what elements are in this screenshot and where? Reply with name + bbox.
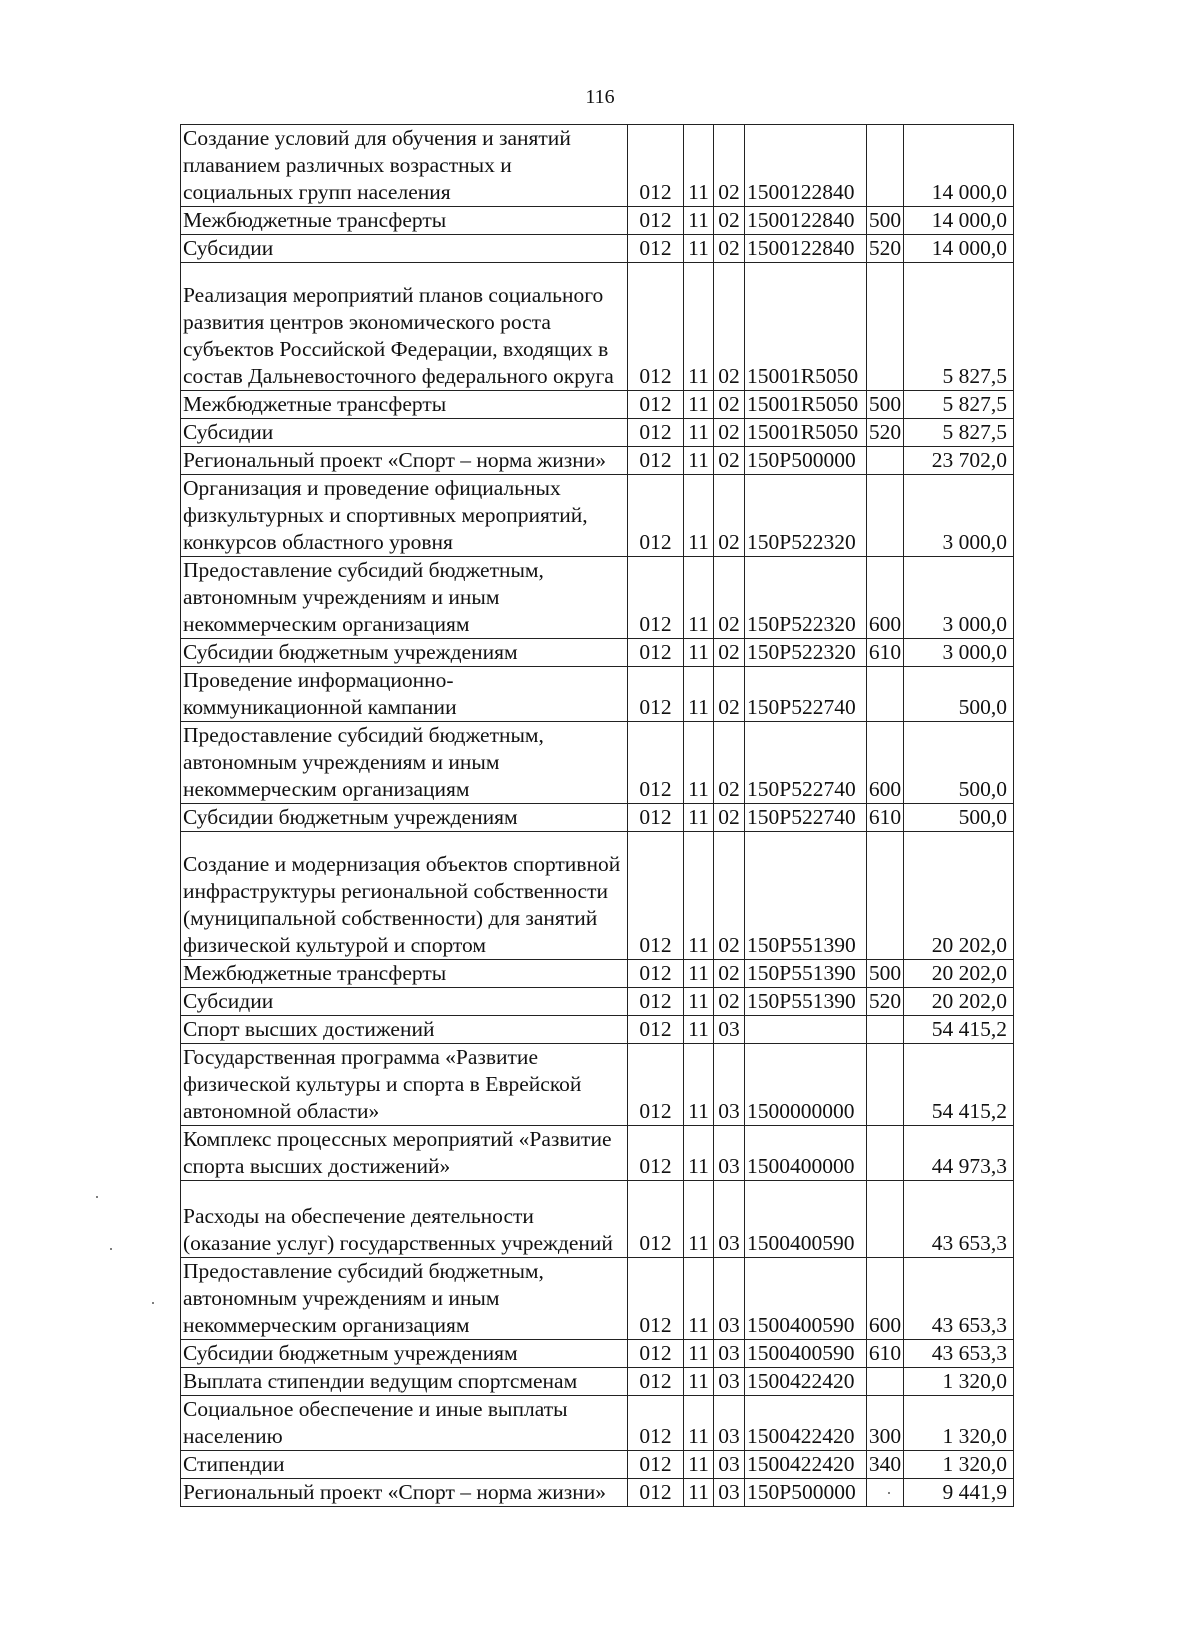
cell-amount: 20 202,0 xyxy=(904,960,1014,988)
cell-rz: 11 xyxy=(684,722,714,804)
cell-rz: 11 xyxy=(684,125,714,207)
budget-table-body xyxy=(181,125,1014,1507)
cell-csr: 15001R5050 xyxy=(745,419,867,447)
table-row xyxy=(181,1396,1014,1451)
cell-pr: 02 xyxy=(714,960,745,988)
cell-pr: 03 xyxy=(714,1479,745,1507)
table-row xyxy=(181,1340,1014,1368)
cell-pr: 02 xyxy=(714,447,745,475)
cell-rz: 11 xyxy=(684,1396,714,1451)
scan-speck xyxy=(96,1196,98,1198)
cell-name: Предоставление субсидий бюджетным, автономным учреждениям и иным некоммерческим организациям xyxy=(181,1258,628,1340)
cell-rz: 11 xyxy=(684,475,714,557)
cell-name: Организация и проведение официальных физкультурных и спортивных мероприятий, конкурсов областного уровня xyxy=(181,475,628,557)
cell-amount: 1 320,0 xyxy=(904,1368,1014,1396)
cell-pr: 03 xyxy=(714,1396,745,1451)
cell-rz: 11 xyxy=(684,391,714,419)
table-row xyxy=(181,263,1014,391)
cell-vr xyxy=(867,1479,904,1507)
cell-name: Региональный проект «Спорт – норма жизни» xyxy=(181,447,628,475)
cell-ved: 012 xyxy=(628,1258,684,1340)
cell-ved: 012 xyxy=(628,207,684,235)
table-row xyxy=(181,125,1014,207)
cell-vr: 600 xyxy=(867,1258,904,1340)
cell-amount: 20 202,0 xyxy=(904,988,1014,1016)
cell-name: Субсидии xyxy=(181,419,628,447)
cell-name: Реализация мероприятий планов социального развития центров экономического роста субъектов Российской Федерации, входящих в состав Дальневосточного федерального округа xyxy=(181,263,628,391)
cell-vr: 610 xyxy=(867,804,904,832)
cell-rz: 11 xyxy=(684,1340,714,1368)
cell-vr xyxy=(867,1016,904,1044)
cell-ved: 012 xyxy=(628,1396,684,1451)
table-row xyxy=(181,475,1014,557)
cell-ved: 012 xyxy=(628,1181,684,1258)
cell-name: Межбюджетные трансферты xyxy=(181,960,628,988)
cell-ved: 012 xyxy=(628,639,684,667)
scan-speck xyxy=(888,1492,890,1494)
table-row xyxy=(181,988,1014,1016)
cell-rz: 11 xyxy=(684,988,714,1016)
page-number: 116 xyxy=(585,86,615,108)
cell-ved: 012 xyxy=(628,667,684,722)
cell-csr: 15001R5050 xyxy=(745,263,867,391)
cell-pr: 02 xyxy=(714,722,745,804)
cell-rz: 11 xyxy=(684,447,714,475)
cell-vr xyxy=(867,667,904,722)
cell-csr: 150P551390 xyxy=(745,960,867,988)
cell-name: Субсидии бюджетным учреждениям xyxy=(181,639,628,667)
table-row xyxy=(181,235,1014,263)
cell-amount: 5 827,5 xyxy=(904,263,1014,391)
cell-vr: 500 xyxy=(867,960,904,988)
cell-rz: 11 xyxy=(684,1451,714,1479)
cell-vr: 340 xyxy=(867,1451,904,1479)
cell-name: Создание и модернизация объектов спортивной инфраструктуры региональной собственности (муниципальной собственности) для занятий физической культурой и спортом xyxy=(181,832,628,960)
cell-amount: 54 415,2 xyxy=(904,1044,1014,1126)
cell-rz: 11 xyxy=(684,557,714,639)
cell-pr: 03 xyxy=(714,1044,745,1126)
cell-ved: 012 xyxy=(628,475,684,557)
cell-csr: 1500400000 xyxy=(745,1126,867,1181)
cell-rz: 11 xyxy=(684,419,714,447)
cell-ved: 012 xyxy=(628,557,684,639)
cell-vr xyxy=(867,475,904,557)
cell-name: Субсидии xyxy=(181,988,628,1016)
cell-ved: 012 xyxy=(628,235,684,263)
cell-amount: 14 000,0 xyxy=(904,235,1014,263)
cell-rz: 11 xyxy=(684,1126,714,1181)
cell-vr: 500 xyxy=(867,207,904,235)
cell-csr: 1500400590 xyxy=(745,1340,867,1368)
cell-amount: 1 320,0 xyxy=(904,1396,1014,1451)
table-row xyxy=(181,804,1014,832)
cell-rz: 11 xyxy=(684,1258,714,1340)
cell-name: Межбюджетные трансферты xyxy=(181,391,628,419)
cell-amount: 5 827,5 xyxy=(904,419,1014,447)
cell-ved: 012 xyxy=(628,1126,684,1181)
cell-rz: 11 xyxy=(684,1181,714,1258)
cell-name: Государственная программа «Развитие физической культуры и спорта в Еврейской автономной области» xyxy=(181,1044,628,1126)
cell-name: Региональный проект «Спорт – норма жизни» xyxy=(181,1479,628,1507)
cell-csr: 1500122840 xyxy=(745,207,867,235)
cell-pr: 03 xyxy=(714,1340,745,1368)
cell-rz: 11 xyxy=(684,1479,714,1507)
cell-rz: 11 xyxy=(684,235,714,263)
cell-amount: 5 827,5 xyxy=(904,391,1014,419)
cell-ved: 012 xyxy=(628,1340,684,1368)
cell-amount: 9 441,9 xyxy=(904,1479,1014,1507)
cell-vr: 520 xyxy=(867,988,904,1016)
cell-amount: 20 202,0 xyxy=(904,832,1014,960)
cell-amount: 43 653,3 xyxy=(904,1340,1014,1368)
cell-csr: 1500422420 xyxy=(745,1396,867,1451)
cell-vr xyxy=(867,832,904,960)
cell-pr: 03 xyxy=(714,1126,745,1181)
cell-vr: 610 xyxy=(867,1340,904,1368)
cell-amount: 54 415,2 xyxy=(904,1016,1014,1044)
cell-pr: 02 xyxy=(714,207,745,235)
cell-vr xyxy=(867,1126,904,1181)
cell-rz: 11 xyxy=(684,960,714,988)
cell-amount: 43 653,3 xyxy=(904,1258,1014,1340)
cell-ved: 012 xyxy=(628,125,684,207)
cell-pr: 02 xyxy=(714,988,745,1016)
cell-name: Проведение информационно-коммуникационной кампании xyxy=(181,667,628,722)
cell-vr xyxy=(867,1368,904,1396)
cell-name: Выплата стипендии ведущим спортсменам xyxy=(181,1368,628,1396)
cell-vr: 600 xyxy=(867,557,904,639)
cell-pr: 03 xyxy=(714,1451,745,1479)
cell-pr: 02 xyxy=(714,391,745,419)
scan-speck xyxy=(110,1248,112,1250)
cell-name: Стипендии xyxy=(181,1451,628,1479)
cell-pr: 02 xyxy=(714,557,745,639)
cell-csr: 15001R5050 xyxy=(745,391,867,419)
cell-vr xyxy=(867,447,904,475)
cell-pr: 02 xyxy=(714,263,745,391)
table-row xyxy=(181,667,1014,722)
cell-csr: 1500422420 xyxy=(745,1368,867,1396)
cell-rz: 11 xyxy=(684,207,714,235)
table-row xyxy=(181,207,1014,235)
cell-amount: 14 000,0 xyxy=(904,207,1014,235)
cell-csr: 150P522320 xyxy=(745,557,867,639)
table-row xyxy=(181,391,1014,419)
cell-amount: 44 973,3 xyxy=(904,1126,1014,1181)
table-row xyxy=(181,557,1014,639)
cell-csr: 1500422420 xyxy=(745,1451,867,1479)
table-row xyxy=(181,1044,1014,1126)
cell-csr: 150P522740 xyxy=(745,722,867,804)
cell-vr: 610 xyxy=(867,639,904,667)
cell-vr xyxy=(867,1044,904,1126)
cell-ved: 012 xyxy=(628,391,684,419)
cell-csr: 150P522740 xyxy=(745,804,867,832)
cell-ved: 012 xyxy=(628,1451,684,1479)
cell-name: Субсидии xyxy=(181,235,628,263)
cell-csr: 1500122840 xyxy=(745,235,867,263)
cell-rz: 11 xyxy=(684,832,714,960)
cell-ved: 012 xyxy=(628,1368,684,1396)
cell-rz: 11 xyxy=(684,804,714,832)
cell-csr: 150P500000 xyxy=(745,1479,867,1507)
cell-pr: 02 xyxy=(714,639,745,667)
table-row xyxy=(181,639,1014,667)
table-row xyxy=(181,1451,1014,1479)
cell-rz: 11 xyxy=(684,639,714,667)
cell-rz: 11 xyxy=(684,1016,714,1044)
cell-pr: 02 xyxy=(714,667,745,722)
cell-name: Спорт высших достижений xyxy=(181,1016,628,1044)
cell-pr: 02 xyxy=(714,475,745,557)
table-row xyxy=(181,1368,1014,1396)
table-row xyxy=(181,1126,1014,1181)
budget-table xyxy=(180,124,1014,1507)
cell-amount: 500,0 xyxy=(904,722,1014,804)
cell-ved: 012 xyxy=(628,419,684,447)
cell-csr: 1500122840 xyxy=(745,125,867,207)
table-row xyxy=(181,419,1014,447)
cell-vr xyxy=(867,125,904,207)
cell-amount: 3 000,0 xyxy=(904,639,1014,667)
cell-vr: 520 xyxy=(867,235,904,263)
cell-pr: 03 xyxy=(714,1016,745,1044)
cell-amount: 43 653,3 xyxy=(904,1181,1014,1258)
cell-amount: 500,0 xyxy=(904,667,1014,722)
cell-pr: 02 xyxy=(714,125,745,207)
cell-name: Субсидии бюджетным учреждениям xyxy=(181,804,628,832)
cell-amount: 3 000,0 xyxy=(904,557,1014,639)
cell-csr: 1500400590 xyxy=(745,1181,867,1258)
cell-name: Предоставление субсидий бюджетным, автономным учреждениям и иным некоммерческим организациям xyxy=(181,557,628,639)
table-row xyxy=(181,447,1014,475)
cell-pr: 02 xyxy=(714,832,745,960)
cell-csr: 150P551390 xyxy=(745,988,867,1016)
cell-name: Создание условий для обучения и занятий плаванием различных возрастных и социальных групп населения xyxy=(181,125,628,207)
cell-ved: 012 xyxy=(628,447,684,475)
cell-name: Социальное обеспечение и иные выплаты населению xyxy=(181,1396,628,1451)
table-row xyxy=(181,1181,1014,1258)
cell-amount: 3 000,0 xyxy=(904,475,1014,557)
cell-pr: 02 xyxy=(714,419,745,447)
cell-vr xyxy=(867,1181,904,1258)
cell-csr xyxy=(745,1016,867,1044)
cell-ved: 012 xyxy=(628,804,684,832)
cell-pr: 03 xyxy=(714,1258,745,1340)
cell-rz: 11 xyxy=(684,1368,714,1396)
cell-csr: 1500000000 xyxy=(745,1044,867,1126)
cell-pr: 02 xyxy=(714,804,745,832)
cell-name: Комплекс процессных мероприятий «Развитие спорта высших достижений» xyxy=(181,1126,628,1181)
cell-vr: 520 xyxy=(867,419,904,447)
cell-ved: 012 xyxy=(628,263,684,391)
cell-vr: 600 xyxy=(867,722,904,804)
cell-rz: 11 xyxy=(684,263,714,391)
cell-csr: 150P522320 xyxy=(745,639,867,667)
cell-csr: 150P522740 xyxy=(745,667,867,722)
cell-pr: 03 xyxy=(714,1368,745,1396)
cell-rz: 11 xyxy=(684,667,714,722)
cell-csr: 150P522320 xyxy=(745,475,867,557)
cell-amount: 500,0 xyxy=(904,804,1014,832)
cell-vr: 500 xyxy=(867,391,904,419)
cell-ved: 012 xyxy=(628,988,684,1016)
cell-vr xyxy=(867,263,904,391)
table-row xyxy=(181,832,1014,960)
cell-amount: 1 320,0 xyxy=(904,1451,1014,1479)
cell-csr: 150P551390 xyxy=(745,832,867,960)
cell-ved: 012 xyxy=(628,1016,684,1044)
cell-pr: 02 xyxy=(714,235,745,263)
cell-name: Предоставление субсидий бюджетным, автономным учреждениям и иным некоммерческим организациям xyxy=(181,722,628,804)
cell-name: Расходы на обеспечение деятельности (оказание услуг) государственных учреждений xyxy=(181,1181,628,1258)
cell-rz: 11 xyxy=(684,1044,714,1126)
scan-speck xyxy=(152,1302,154,1304)
table-row xyxy=(181,1258,1014,1340)
table-row xyxy=(181,1016,1014,1044)
cell-pr: 03 xyxy=(714,1181,745,1258)
cell-ved: 012 xyxy=(628,960,684,988)
cell-ved: 012 xyxy=(628,1044,684,1126)
cell-name: Межбюджетные трансферты xyxy=(181,207,628,235)
cell-vr: 300 xyxy=(867,1396,904,1451)
cell-name: Субсидии бюджетным учреждениям xyxy=(181,1340,628,1368)
cell-ved: 012 xyxy=(628,832,684,960)
cell-csr: 150P500000 xyxy=(745,447,867,475)
table-row xyxy=(181,960,1014,988)
cell-amount: 14 000,0 xyxy=(904,125,1014,207)
cell-ved: 012 xyxy=(628,1479,684,1507)
cell-csr: 1500400590 xyxy=(745,1258,867,1340)
cell-amount: 23 702,0 xyxy=(904,447,1014,475)
cell-ved: 012 xyxy=(628,722,684,804)
table-row xyxy=(181,722,1014,804)
